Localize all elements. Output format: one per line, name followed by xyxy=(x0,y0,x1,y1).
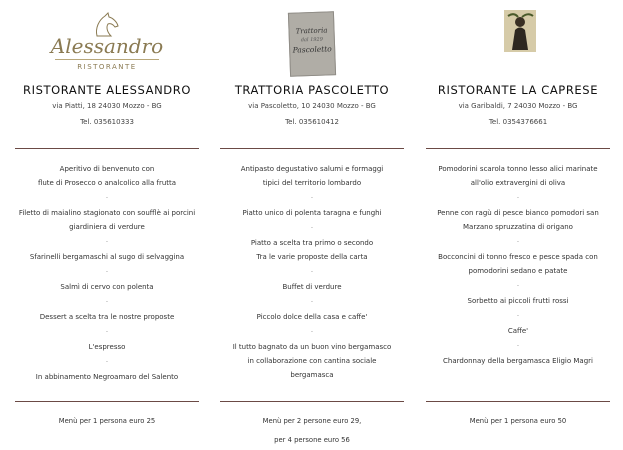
restaurant-title: RISTORANTE LA CAPRESE xyxy=(437,83,599,97)
menu-column-pascoletto xyxy=(212,0,412,444)
menu-separator: - xyxy=(310,298,314,305)
menu-separator: - xyxy=(516,238,520,245)
trattoria-plaque xyxy=(288,11,336,77)
menu-line: Sfarinelli bergamaschi al sugo di selvaggina xyxy=(29,253,185,261)
menu-line: Piatto a scelta tra primo o secondo xyxy=(250,239,374,247)
plaque-line-1: Trattoria xyxy=(295,26,328,36)
menu-line: Caffe' xyxy=(507,327,529,335)
restaurant-phone: Tel. 0354376661 xyxy=(488,118,548,126)
menu-line: flute di Prosecco o analcolico alla frutta xyxy=(37,179,177,187)
menu-line: Menù per 1 persona euro 50 xyxy=(469,417,567,425)
menu-line: per 4 persone euro 56 xyxy=(274,436,350,444)
menu-price xyxy=(418,412,618,431)
top-divider xyxy=(15,148,199,149)
menu-separator: - xyxy=(310,328,314,335)
menu-line: pomodorini sedano e patate xyxy=(468,267,568,275)
menu-line: Antipasto degustativo salumi e formaggi xyxy=(240,165,384,173)
menu-separator: - xyxy=(310,268,314,275)
restaurant-address: via Garibaldi, 7 24030 Mozzo - BG xyxy=(458,102,578,110)
menu-list xyxy=(212,162,412,382)
menu-line: Pomodorini scarola tonno lesso alici marinate xyxy=(438,165,598,173)
menu-separator: - xyxy=(105,298,109,305)
menu-line: Filetto di maialino stagionato con soufflè ai porcini xyxy=(18,209,196,217)
menu-separator: - xyxy=(516,282,520,289)
menu-line: tipici del territorio lombardo xyxy=(262,179,362,187)
menu-line: in collaborazione con cantina sociale xyxy=(247,357,377,365)
menu-separator: - xyxy=(105,328,109,335)
menu-line: Menù per 1 persona euro 25 xyxy=(58,417,156,425)
menu-line: Dessert a scelta tra le nostre proposte xyxy=(39,313,175,321)
menu-separator: - xyxy=(310,194,314,201)
menu-line: Il tutto bagnato da un buon vino bergamasco xyxy=(232,343,392,351)
restaurant-title: RISTORANTE ALESSANDRO xyxy=(22,83,192,97)
menu-list xyxy=(7,162,207,384)
restaurant-phone: Tel. 035610333 xyxy=(80,118,134,126)
menu-line: Penne con ragù di pesce bianco pomodori san xyxy=(437,209,599,217)
caprese-photo-icon xyxy=(504,10,536,52)
pascoletto-logo xyxy=(212,6,412,74)
menu-line: Piatto unico di polenta taragna e funghi xyxy=(242,209,382,217)
menu-line: Piccolo dolce della casa e caffe' xyxy=(256,313,368,321)
menu-price xyxy=(212,412,412,450)
restaurant-address: via Piatti, 18 24030 Mozzo - BG xyxy=(52,102,162,110)
logo-script-text: Alessandro xyxy=(50,34,164,58)
plaque-line-2: dal 1929 xyxy=(300,36,324,44)
restaurant-phone: Tel. 035610412 xyxy=(285,118,339,126)
menu-line: bergamasca xyxy=(290,371,334,379)
menu-line: L'espresso xyxy=(88,343,126,351)
restaurant-address: via Pascoletto, 10 24030 Mozzo - BG xyxy=(248,102,376,110)
menu-line: Marzano spruzzatina di origano xyxy=(463,223,573,231)
menu-line: In abbinamento Negroamaro del Salento xyxy=(35,373,179,381)
menu-separator: - xyxy=(105,194,109,201)
menu-line: Salmì di cervo con polenta xyxy=(60,283,154,291)
alessandro-logo xyxy=(7,6,207,74)
menu-column-caprese xyxy=(418,0,618,436)
menu-separator: - xyxy=(516,194,520,201)
menu-list xyxy=(418,162,618,368)
menu-separator: - xyxy=(516,312,520,319)
bottom-divider xyxy=(15,401,199,402)
restaurant-title: TRATTORIA PASCOLETTO xyxy=(234,83,390,97)
menu-separator: - xyxy=(105,358,109,365)
menu-line: Aperitivo di benvenuto con xyxy=(59,165,155,173)
top-divider xyxy=(220,148,404,149)
menu-line: all'olio extravergini di oliva xyxy=(470,179,566,187)
menu-separator: - xyxy=(105,238,109,245)
menu-separator: - xyxy=(105,268,109,275)
menu-separator: - xyxy=(516,342,520,349)
plaque-line-3: Pascoletto xyxy=(292,44,332,55)
top-divider xyxy=(426,148,610,149)
menu-line: Menù per 2 persone euro 29, xyxy=(262,417,362,425)
menu-price xyxy=(7,412,207,431)
bottom-divider xyxy=(426,401,610,402)
logo-divider xyxy=(55,59,159,60)
menu-separator: - xyxy=(310,224,314,231)
menu-line: Sorbetto ai piccoli frutti rossi xyxy=(467,297,569,305)
menu-column-alessandro xyxy=(7,0,207,436)
caprese-logo xyxy=(418,6,618,74)
logo-subtitle: RISTORANTE xyxy=(77,63,137,71)
menu-line: Bocconcini di tonno fresco e pesce spada con xyxy=(438,253,598,261)
menu-line: giardiniera di verdure xyxy=(69,223,145,231)
bottom-divider xyxy=(220,401,404,402)
menu-line: Tra le varie proposte della carta xyxy=(256,253,368,261)
menu-line: Chardonnay della bergamasca Eligio Magri xyxy=(443,357,593,365)
menu-line: Buffet di verdure xyxy=(282,283,342,291)
